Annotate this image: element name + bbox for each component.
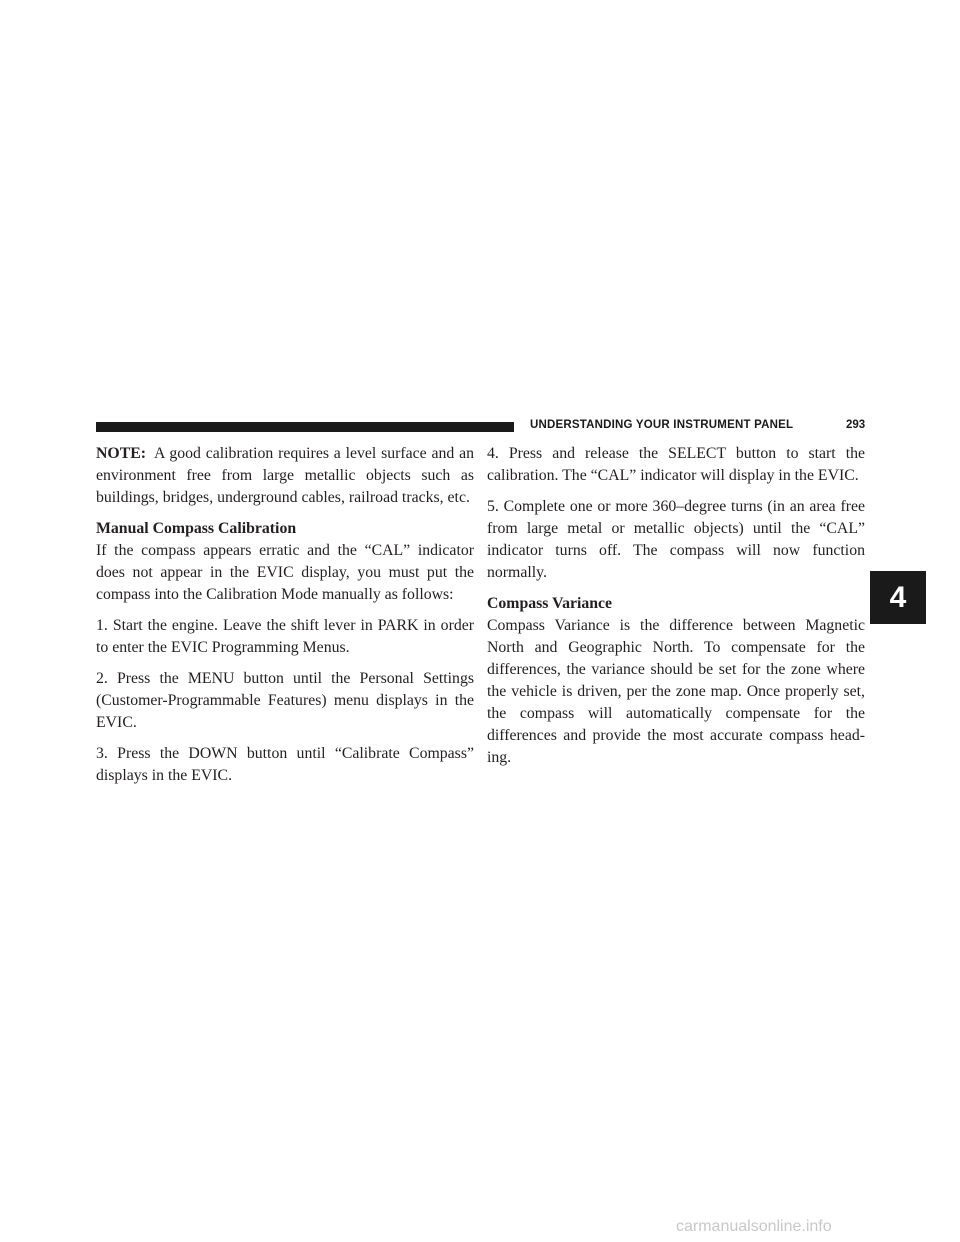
right-column [487, 443, 865, 778]
compass-variance-heading: Compass Variance [487, 595, 613, 612]
manual-calibration-heading: Manual Compass Calibration [96, 520, 297, 537]
note-label: NOTE: [96, 445, 147, 462]
calibration-intro: If the compass appears erratic and the “CAL” indicator does not appear in the EVIC display, you must put the compass into the Calibration Mode manually as follows: [96, 542, 474, 603]
section-title: UNDERSTANDING YOUR INSTRUMENT PANEL [530, 419, 794, 431]
step-3: 3. Press the DOWN button until “Calibrate Compass” displays in the EVIC. [96, 745, 474, 784]
compass-variance-paragraph: Compass Variance is the difference between Magnetic North and Geographic North. To compensate for the differences, the variance should be set for the zone where the vehicle is driven, per the zone map. Once properly set, the compass will automatically compensate for the differences and provide the most accurate compass head-ing. [487, 617, 865, 766]
step-1: 1. Start the engine. Leave the shift lever in PARK in order to enter the EVIC Programming Menus. [96, 617, 474, 656]
note-paragraph [96, 443, 474, 509]
step-5: 5. Complete one or more 360–degree turns (in an area free from large metal or metallic objects) until the “CAL” indicator turns off. The compass will now function normally. [487, 498, 865, 581]
page-number: 293 [846, 419, 866, 431]
note-text: A good calibration requires a level surface and an environment free from large metallic objects such as buildings, bridges, underground cables, railroad tracks, etc. [96, 445, 474, 506]
step-4: 4. Press and release the SELECT button to start the calibration. The “CAL” indicator will display in the EVIC. [487, 445, 865, 484]
watermark: carmanualsonline.info [676, 1218, 832, 1235]
step-2: 2. Press the MENU button until the Personal Settings (Customer-Programmable Features) menu displays in the EVIC. [96, 670, 474, 731]
header-rule [96, 422, 514, 432]
left-column [96, 443, 474, 796]
chapter-tab: 4 [870, 571, 926, 624]
